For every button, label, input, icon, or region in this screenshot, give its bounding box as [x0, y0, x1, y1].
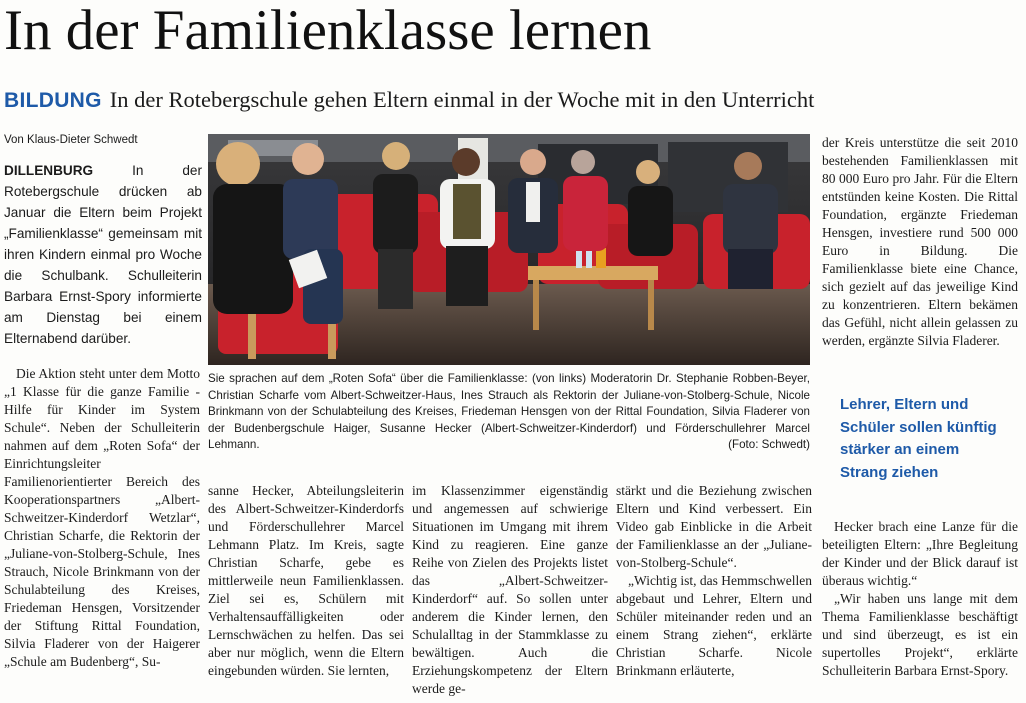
kicker-line	[4, 86, 814, 117]
body-paragraph: Die Aktion steht unter dem Motto „1 Klasse für die ganze Familie - Hilfe für Kinder im System Schule“. Neben der Schulleiterin nahmen auf dem „Roten Sofa“ der Einrichtungsleiter Familienorientierter Bereich des Kooperationspartners „Albert-Schweitzer-Kinderdorf Wetzlar“, Christian Scharfe, die Rektorin der „Juliane-von-Stolberg-Schule, Ines Strauch, Nicole Brinkmann von der Schulabteilung des Kreises, Friedeman Hensgen, Vorsitzender der Stiftung Rittal Foundation, Silvia Fladerer von der Haigerer „Schule am Budenberg“, Su-	[4, 366, 200, 669]
body-column-3	[412, 482, 608, 698]
caption-text: Sie sprachen auf dem „Roten Sofa“ über die Familienklasse: (von links) Moderatorin Dr. Stephanie Robben-Beyer, Christian Scharfe vom Albert-Schweitzer-Haus, Ines Strauch als Rektorin der Juliane-von-Stolberg-Schule, Nicole Brinkmann von der Schulabteilung des Kreises, Friedeman Hensgen von der Rittal Foundation, Silvia Fladerer von der Budenbergschule Haiger, Susanne Hecker (Albert-Schweitzer-Kinderdorf) und Förderschullehrer Marcel Lehmann.	[208, 372, 810, 451]
body-paragraph: Hecker brach eine Lanze für die beteiligten Eltern: „Ihre Begleitung der Kinder und der Blick darauf ist überaus wichtig.“	[822, 519, 1018, 588]
subheadline: In der Rotebergschule gehen Eltern einmal in der Woche mit in den Unterricht	[109, 87, 815, 112]
author-byline: Von Klaus-Dieter Schwedt	[4, 134, 138, 146]
article-intro	[4, 160, 202, 349]
dateline: DILLENBURG	[4, 163, 94, 178]
body-paragraph: „Wir haben uns lange mit dem Thema Familienklasse beschäftigt und sind überzeugt, es ist ein supertolles Projekt“, erklärte Schulleiterin Barbara Ernst-Spory.	[822, 591, 1018, 678]
body-paragraph: im Klassenzimmer eigenständig und angemessen auf schwierige Situationen im Umgang mit ihrem Kind zu reagieren. Eine ganze Reihe von Zielen des Projekts listet das „Albert-Schweitzer-Kinderdorf“ auf. So sollen unter anderem die Kinder lernen, den Schulalltag in der Stammklasse zu bewältigen. Auch die Erziehungskompetenz der Eltern werde ge-	[412, 483, 608, 696]
body-column-1	[4, 365, 200, 671]
body-column-5-bottom	[822, 518, 1018, 680]
body-paragraph: der Kreis unterstütze die seit 2010 bestehenden Familienklassen mit 80 000 Euro pro Jahr. Für die Eltern entstünden keine Kosten. Die Rittal Foundation, ergänzte Friedeman Hensgen, investiere rund 500 000 Euro in Bildung. Die Familienklasse biete eine Chance, sich gezielt auf das jeweilige Kind zu konzentrieren. Eltern bekämen das Gefühl, nicht allein gelassen zu werden, ergänzte Silvia Fladerer.	[822, 135, 1018, 348]
photo-caption	[208, 371, 810, 454]
section-kicker: BILDUNG	[4, 89, 102, 112]
headline: In der Familienklasse lernen	[4, 0, 652, 62]
body-column-4	[616, 482, 812, 680]
article-photo	[208, 134, 810, 365]
body-column-5-top	[822, 134, 1018, 350]
photo-illustration	[208, 134, 810, 365]
photo-credit: (Foto: Schwedt)	[728, 438, 810, 451]
pull-quote: Lehrer, Eltern und Schüler sollen künftig stärker an einem Strang ziehen	[840, 396, 997, 481]
body-column-2	[208, 482, 404, 680]
body-paragraph: stärkt und die Beziehung zwischen Eltern und Kind verbessert. Ein Video gab Einblicke in die Arbeit der Familienklasse an der „Juliane-von-Stolberg-Schule“.	[616, 483, 812, 570]
intro-text: In der Rotebergschule drücken ab Januar die Eltern beim Projekt „Familienklasse“ gemeinsam mit ihren Kindern einmal pro Woche die Schulbank. Schulleiterin Barbara Ernst-Spory informierte am Dienstag bei einem Elternabend darüber.	[4, 163, 203, 346]
body-paragraph: sanne Hecker, Abteilungsleiterin des Albert-Schweitzer-Kinderdorfs und Förderschullehrer Marcel Lehmann Platz. Im Kreis, sagte Christian Scharfe, gebe es mittlerweile neun Familienklassen. Ziel sei es, Schülern mit Verhaltensauffälligkeiten oder Lernschwächen zu helfen. Das sei aber nur möglich, wenn die Eltern eingebunden würden. Sie lernten,	[208, 483, 404, 678]
body-paragraph: „Wichtig ist, das Hemmschwellen abgebaut und Lehrer, Eltern und Schüler miteinander reden und an einem Strang ziehen“, erklärte Christian Scharfe. Nicole Brinkmann erläuterte,	[616, 573, 812, 678]
